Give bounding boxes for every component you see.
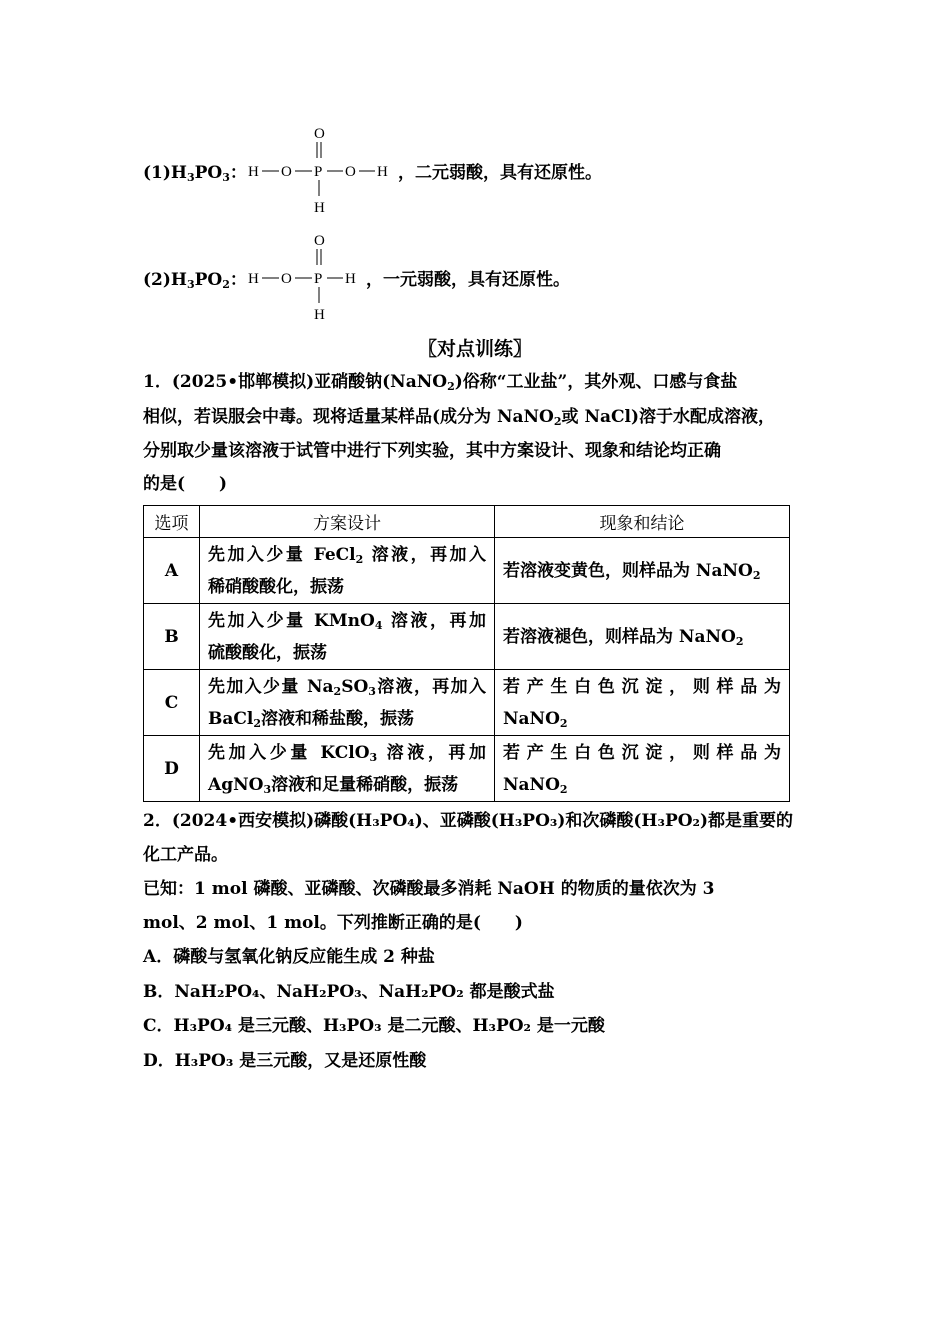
atom-o-top: O (314, 126, 325, 142)
h3po3-label: $(1)H_3PO_3$： (143, 163, 247, 184)
atom-h-bottom: H (314, 200, 325, 216)
section-heading: 〖对点训练〗 (417, 338, 532, 360)
q1-number: 1． (143, 372, 172, 392)
header-option: 选项 (144, 506, 200, 538)
h3po3-description: ，二元弱酸，具有还原性。 (398, 163, 602, 183)
atom-p: P (314, 164, 323, 180)
table-header-row (144, 506, 790, 538)
q1-line-1: 1．(2025•邯郸模拟)亚硝酸钠(NaNO$_2$)俗称“工业盐”，其外观、口感与食盐 (143, 372, 738, 393)
option-label-a: A (144, 538, 200, 604)
atom-o-right: O (345, 164, 356, 180)
header-result: 现象和结论 (495, 506, 790, 538)
result-cell-c: 若产生白色沉淀，则样品为 NaNO$_2$ (495, 670, 790, 736)
atom-o-left: O (281, 164, 292, 180)
atom-p: P (314, 271, 323, 287)
design-cell-a: 先加入少量 FeCl$_2$ 溶液，再加入 稀硝酸酸化，振荡 (200, 538, 495, 604)
result-cell-a: 若溶液变黄色，则样品为 NaNO$_2$ (495, 538, 790, 604)
option-label-b: B (144, 604, 200, 670)
h3po2-structure-diagram (240, 227, 370, 327)
q2-line-2: 化工产品。 (143, 845, 228, 865)
design-cell-b: 先加入少量 KMnO$_4$ 溶液，再加 硫酸酸化，振荡 (200, 604, 495, 670)
result-cell-b: 若溶液褪色，则样品为 NaNO$_2$ (495, 604, 790, 670)
q2-number: 2． (143, 811, 172, 831)
header-design: 方案设计 (200, 506, 495, 538)
h3po2-label: $(2)H_3PO_2$： (143, 270, 247, 291)
h3po3-structure-diagram (240, 120, 400, 220)
atom-h-left: H (248, 271, 259, 287)
q1-options-table (143, 505, 790, 802)
table-row-c (144, 670, 790, 736)
atom-h-left: H (248, 164, 259, 180)
atom-h-right: H (377, 164, 388, 180)
q2-option-d: D．H₃PO₃ 是三元酸，又是还原性酸 (143, 1051, 427, 1071)
atom-o-top: O (314, 233, 325, 249)
option-label-d: D (144, 736, 200, 802)
q1-line-4: 的是( ) (143, 474, 228, 494)
result-cell-d: 若产生白色沉淀，则样品为 NaNO$_2$ (495, 736, 790, 802)
option-label-c: C (144, 670, 200, 736)
q1-source: (2025•邯郸模拟) (171, 372, 315, 392)
q2-option-a: A．磷酸与氢氧化钠反应能生成 2 种盐 (143, 947, 435, 967)
h3po2-description: ，一元弱酸，具有还原性。 (366, 270, 570, 290)
atom-h-right: H (345, 271, 356, 287)
design-cell-d: 先加入少量 KClO$_3$ 溶液，再加 AgNO$_3$溶液和足量稀硝酸，振荡 (200, 736, 495, 802)
table-row-b (144, 604, 790, 670)
q2-source: (2024•西安模拟) (171, 811, 315, 831)
q1-line-3: 分别取少量该溶液于试管中进行下列实验，其中方案设计、现象和结论均正确 (143, 441, 721, 461)
q2-line-4: mol、2 mol、1 mol。下列推断正确的是( ) (143, 913, 523, 933)
table-row-a (144, 538, 790, 604)
atom-h-bottom: H (314, 307, 325, 323)
q2-line-3: 已知：1 mol 磷酸、亚磷酸、次磷酸最多消耗 NaOH 的物质的量依次为 3 (143, 879, 715, 899)
q1-line-2: 相似，若误服会中毒。现将适量某样品(成分为 NaNO$_2$或 NaCl)溶于水配成溶液， (143, 407, 776, 428)
q2-line-1: 2．(2024•西安模拟)磷酸(H₃PO₄)、亚磷酸(H₃PO₃)和次磷酸(H₃PO₂)都是重要的 (143, 811, 794, 831)
design-cell-c: 先加入少量 $Na_2SO_3$溶液，再加入 BaCl$_2$溶液和稀盐酸，振荡 (200, 670, 495, 736)
table-row-d (144, 736, 790, 802)
q2-option-c: C．H₃PO₄ 是三元酸、H₃PO₃ 是二元酸、H₃PO₂ 是一元酸 (143, 1016, 605, 1036)
q2-option-b: B．NaH₂PO₄、NaH₂PO₃、NaH₂PO₂ 都是酸式盐 (143, 982, 555, 1002)
atom-o-left: O (281, 271, 292, 287)
